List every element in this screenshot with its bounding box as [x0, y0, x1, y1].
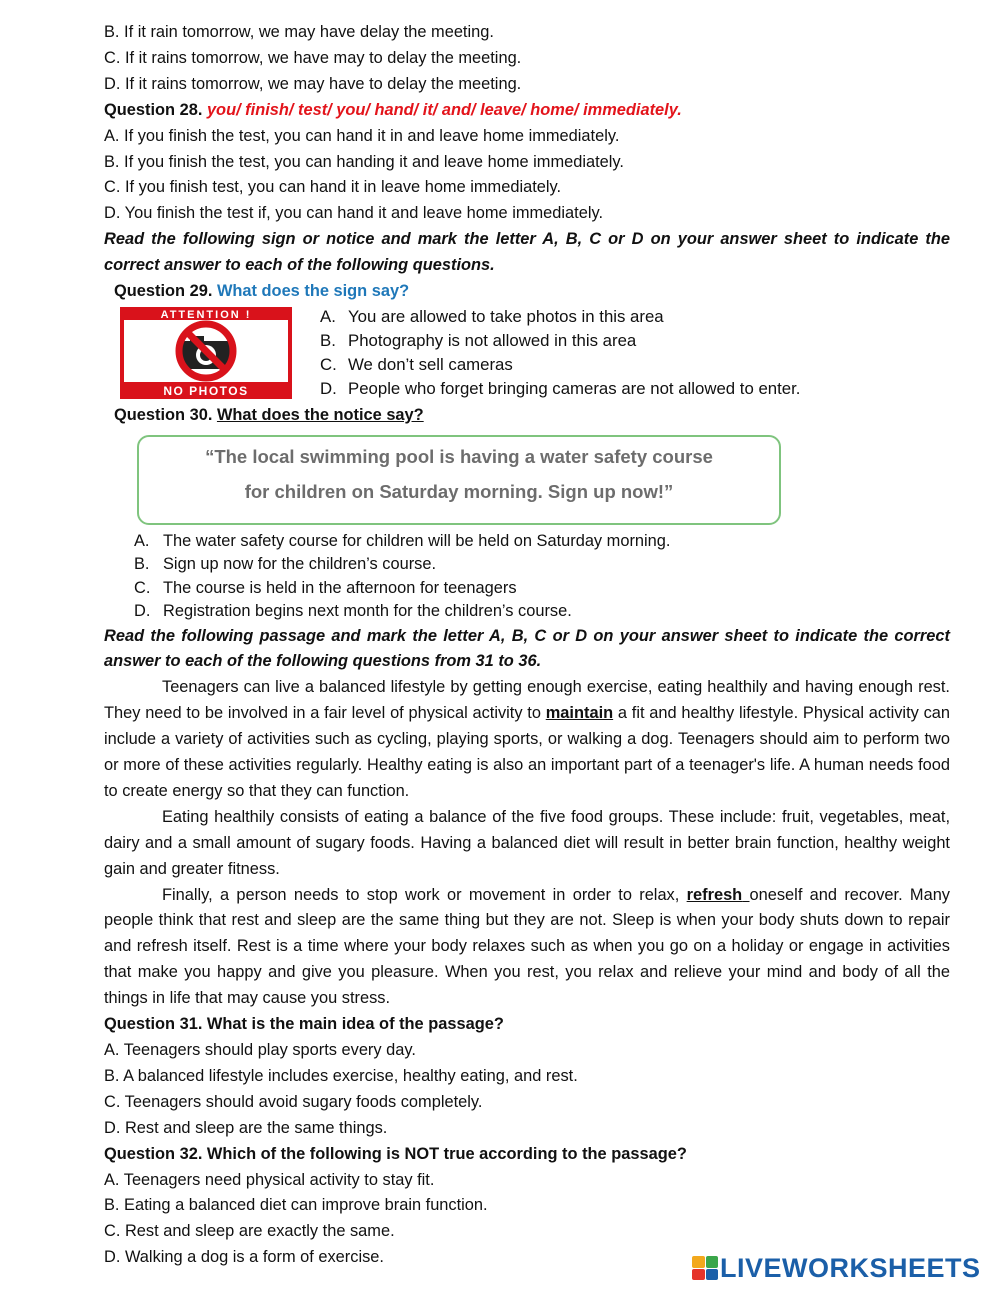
q29-heading [104, 279, 950, 305]
q30-option-a[interactable]: A. The water safety course for children will be held on Saturday morning. [134, 531, 671, 550]
q29-block [104, 305, 950, 403]
q29-option-c[interactable]: C. We don’t sell cameras [320, 354, 513, 374]
q32-question: Question 32. Which of the following is NOT true according to the passage? [104, 1144, 687, 1163]
passage-paragraph-1: Teenagers can live a balanced lifestyle by getting enough exercise, eating healthily and having enough rest. They need to be involved in a fair level of physical activity to maintain a fit and healthy lifestyle. Physical activity can include a variety of activities such as cycling, playing sports, or walking a dog. Teenagers should aim to perform two or more of these activities regularly. Healthy eating is also an important part of a teenager's life. A human needs food to create energy so that they can function. [104, 678, 950, 800]
q28-prompt: you/ finish/ test/ you/ hand/ it/ and/ leave/ home/ immediately. [206, 100, 682, 119]
no-photos-sign [120, 307, 292, 399]
sign-bottom-text: NO PHOTOS [163, 383, 249, 398]
q30-option-c[interactable]: C. The course is held in the afternoon for teenagers [134, 578, 517, 597]
q30-options [134, 530, 950, 624]
q29-option-d[interactable]: D. People who forget bringing cameras are not allowed to enter. [320, 378, 801, 398]
q31-option-b: B. A balanced lifestyle includes exercise, healthy eating, and rest. [104, 1066, 578, 1085]
q32-option-a: A. Teenagers need physical activity to stay fit. [104, 1170, 435, 1189]
q28-option-b: B. If you finish the test, you can handing it and leave home immediately. [104, 152, 624, 171]
q29-options [320, 305, 800, 401]
q28-label: Question 28. [104, 100, 203, 119]
q30-heading [104, 403, 950, 429]
liveworksheets-logo [692, 1253, 981, 1283]
q29-label: Question 29. [114, 282, 213, 301]
swimming-notice [137, 435, 781, 525]
passage-paragraph-2: Eating healthily consists of eating a balance of the five food groups. These include: fruit, vegetables, meat, dairy and a small amount of sugary foods. Having a balanced diet will result in better brain function, healthy weight gain and greater fitness. [104, 807, 950, 878]
notice-line-2: for children on Saturday morning. Sign up now!” [244, 480, 674, 502]
instruction-passage: Read the following passage and mark the letter A, B, C or D on your answer sheet to indicate the correct answer to each of the following questions from 31 to 36. [104, 626, 950, 671]
q30-option-d[interactable]: D. Registration begins next month for the children’s course. [134, 602, 572, 621]
q29-option-b[interactable]: B. Photography is not allowed in this area [320, 330, 637, 350]
q28-heading [104, 98, 950, 124]
sign-top-text: ATTENTION ! [160, 308, 252, 321]
q27-option-c: C. If it rains tomorrow, we have may to delay the meeting. [104, 48, 522, 67]
q29-option-a[interactable]: A. You are allowed to take photos in this area [320, 306, 664, 326]
q28-option-a: A. If you finish the test, you can hand it in and leave home immediately. [104, 126, 620, 145]
logo-blocks-icon [692, 1256, 718, 1280]
q27-option-d: D. If it rains tomorrow, we may have to delay the meeting. [104, 74, 522, 93]
keyword-refresh: refresh [686, 885, 743, 904]
q28-option-d: D. You finish the test if, you can hand it and leave home immediately. [104, 204, 603, 223]
q29-prompt: What does the sign say? [216, 282, 410, 301]
q32-option-d: D. Walking a dog is a form of exercise. [104, 1248, 384, 1267]
keyword-maintain: maintain [545, 704, 614, 723]
q31-option-a: A. Teenagers should play sports every day. [104, 1041, 416, 1059]
q32-option-c: C. Rest and sleep are exactly the same. [104, 1222, 395, 1241]
q28-option-c: C. If you finish test, you can hand it in leave home immediately. [104, 178, 562, 197]
logo-text: LIVEWORKSHEETS [720, 1252, 981, 1283]
worksheet-page [104, 20, 950, 1271]
q30-option-b[interactable]: B. Sign up now for the children’s course. [134, 555, 437, 574]
instruction-signs: Read the following sign or notice and mark the letter A, B, C or D on your answer sheet to indicate the correct answer to each of the following questions. [104, 230, 950, 275]
passage-paragraph-3: Finally, a person needs to stop work or movement in order to relax, refresh oneself and recover. Many people think that rest and sleep are the same thing but they are not. Sleep is when your body shuts down to repair and refresh itself. Rest is a time where your body relaxes such as when you go on a holiday or engage in activities that make you happy and give you pleasure. When you rest, you relax and relieve your mind and body of all the things in life that may cause you stress. [104, 885, 950, 1008]
q27-option-b: B. If it rain tomorrow, we may have delay the meeting. [104, 23, 494, 41]
q30-prompt: What does the notice say? [216, 405, 424, 424]
q30-label: Question 30. [114, 405, 213, 424]
notice-line-1: “The local swimming pool is having a water safety course [205, 445, 713, 467]
q31-question: Question 31. What is the main idea of the passage? [104, 1015, 504, 1034]
q32-option-b: B. Eating a balanced diet can improve brain function. [104, 1196, 488, 1215]
q31-option-d: D. Rest and sleep are the same things. [104, 1118, 388, 1137]
q31-option-c: C. Teenagers should avoid sugary foods completely. [104, 1092, 483, 1111]
